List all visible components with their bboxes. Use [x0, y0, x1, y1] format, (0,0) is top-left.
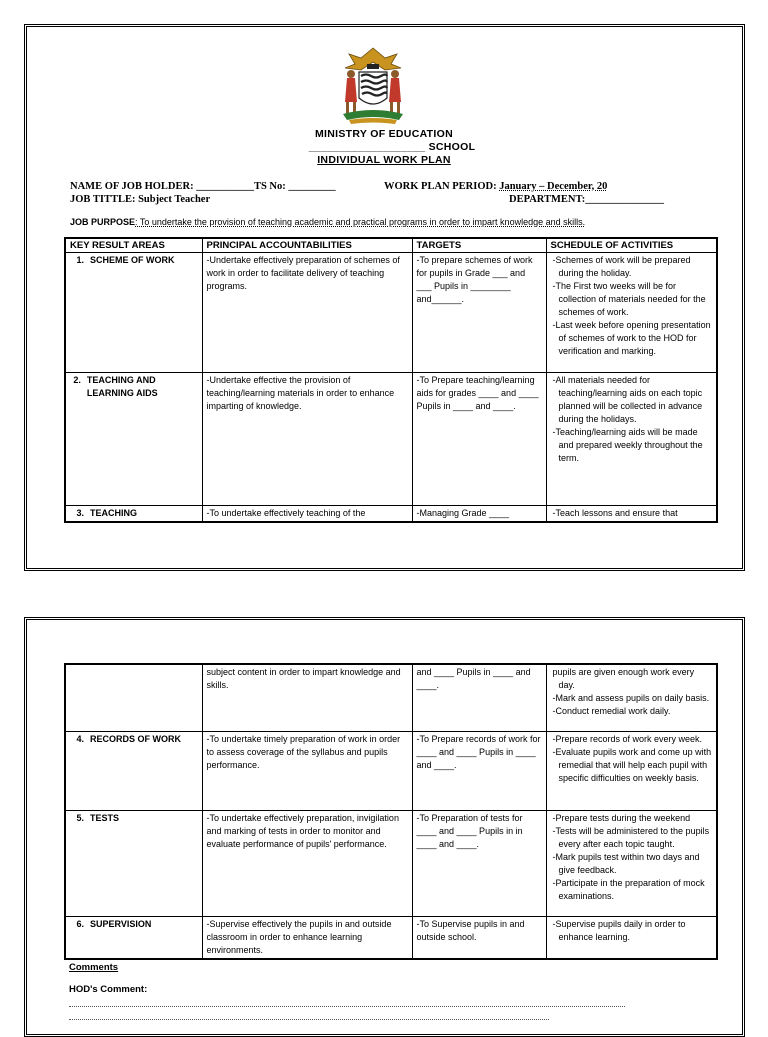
target-cell: -To Prepare teaching/learning aids for grades ____ and ____ Pupils in ____ and ____.: [412, 373, 546, 506]
activity-item: -Participate in the preparation of mock examinations.: [552, 877, 705, 901]
table-row: [65, 664, 717, 731]
table-row: [65, 731, 717, 810]
department-line: DEPARTMENT:_______________: [509, 194, 664, 205]
work-plan-table-continued: [64, 663, 718, 960]
key-result-area: [65, 664, 202, 731]
target-cell: -To Prepare records of work for ____ and ____ Pupils in ____ and ____.: [412, 731, 546, 810]
job-title-line: JOB TITTLE: Subject Teacher: [70, 194, 211, 205]
accountability-cell: -Undertake effectively preparation of schemes of work in order to facilitate delivery of teaching programs.: [202, 253, 412, 373]
target-cell: -To Supervise pupils in and outside school.: [412, 916, 546, 959]
activity-item: -Teach lessons and ensure that: [552, 508, 678, 518]
activity-item: -The First two weeks will be for collection of materials needed for the schemes of work.: [552, 281, 706, 317]
key-result-area: [65, 506, 202, 523]
activities-cell: [546, 664, 717, 731]
accountability-cell: -Supervise effectively the pupils in and outside classroom in order to enhance learning environments.: [202, 916, 412, 959]
job-purpose: [70, 217, 585, 227]
accountability-cell: -To undertake timely preparation of work in order to assess coverage of the syllabus and pupils performance.: [202, 731, 412, 810]
school-line: ___________________ SCHOOL: [308, 141, 476, 153]
table-row: [65, 253, 717, 373]
table-row: [65, 916, 717, 959]
activity-item: -Supervise pupils daily in order to enhance learning.: [552, 918, 686, 942]
area-label: SCHEME OF WORK: [90, 255, 175, 265]
activities-cell: [546, 253, 717, 373]
activities-cell: [546, 916, 717, 959]
coat-of-arms-icon: [333, 44, 413, 126]
activity-item: -Tests will be administered to the pupils every after each topic taught.: [552, 825, 710, 849]
period-value: January – December, 20: [499, 181, 608, 192]
area-label: SUPERVISION: [90, 918, 152, 929]
key-result-area: [65, 253, 202, 373]
header-targets: TARGETS: [412, 238, 546, 253]
header-schedule-of-activities: SCHEDULE OF ACTIVITIES: [546, 238, 717, 253]
row-number: 3.: [76, 508, 84, 518]
accountability-cell: -To undertake effectively preparation, invigilation and marking of tests in order to monitor and evaluate performance of pupils' performance.: [202, 810, 412, 916]
row-number: 5.: [76, 812, 84, 823]
ministry-title: MINISTRY OF EDUCATION: [315, 128, 453, 140]
accountability-cell: -To undertake effectively teaching of the: [202, 506, 412, 523]
work-plan-period: [384, 181, 607, 192]
key-result-area: [65, 731, 202, 810]
area-label: TEACHING AND LEARNING AIDS: [86, 375, 158, 398]
table-header-row: [65, 238, 717, 253]
row-number: 4.: [76, 733, 84, 744]
activity-item: -All materials needed for teaching/learning aids on each topic planned will be collected in advance during the holidays.: [552, 375, 703, 424]
accountability-cell: -Undertake effective the provision of teaching/learning materials in order to enhance imparting of knowledge.: [202, 373, 412, 506]
activities-cell: [546, 373, 717, 506]
hod-comment-label: HOD's Comment:: [69, 984, 148, 995]
activity-item: -Schemes of work will be prepared during the holiday.: [552, 255, 691, 278]
comment-line: [69, 1006, 625, 1007]
key-result-area: [65, 916, 202, 959]
table-row: [65, 506, 717, 523]
table-row: [65, 373, 717, 506]
activities-cell: [546, 506, 717, 523]
activity-item: -Evaluate pupils work and come up with remedial that will help each pupil with specific difficulties on weekly basis.: [552, 746, 712, 783]
plan-title: INDIVIDUAL WORK PLAN: [317, 154, 451, 166]
row-number: 2.: [73, 375, 81, 385]
area-label: TEACHING: [90, 508, 137, 518]
target-cell: -Managing Grade ____: [412, 506, 546, 523]
activity-item: -Teaching/learning aids will be made and prepared weekly throughout the term.: [552, 427, 703, 463]
activity-item: pupils are given enough work every day.: [552, 667, 695, 690]
header-key-result-areas: KEY RESULT AREAS: [65, 238, 202, 253]
activity-item: -Last week before opening presentation of schemes of work to the HOD for verification and marking.: [552, 320, 711, 356]
activity-item: -Mark pupils test within two days and give feedback.: [552, 851, 700, 875]
area-label: TESTS: [90, 812, 120, 823]
key-result-area: [65, 810, 202, 916]
row-number: 1.: [76, 255, 84, 265]
header-principal-accountabilities: PRINCIPAL ACCOUNTABILITIES: [202, 238, 412, 253]
job-purpose-text: : To undertake the provision of teaching academic and practical programs in order to impart knowledge and skills.: [135, 217, 586, 227]
activity-item: -Mark and assess pupils on daily basis.: [552, 693, 710, 703]
accountability-cell: subject content in order to impart knowledge and skills.: [202, 664, 412, 731]
activities-cell: [546, 810, 717, 916]
target-cell: -To prepare schemes of work for pupils in Grade ___ and ___ Pupils in ________ and______.: [412, 253, 546, 373]
row-number: 6.: [76, 918, 84, 929]
activity-item: -Conduct remedial work daily.: [552, 706, 671, 716]
comment-line: [69, 1019, 549, 1020]
area-label: RECORDS OF WORK: [90, 733, 181, 744]
activities-cell: [546, 731, 717, 810]
target-cell: and ____ Pupils in ____ and ____.: [412, 664, 546, 731]
work-plan-table: [64, 237, 718, 523]
target-cell: -To Preparation of tests for ____ and ____ Pupils in in ____ and ____.: [412, 810, 546, 916]
table-row: [65, 810, 717, 916]
job-purpose-label: JOB PURPOSE: [70, 217, 136, 227]
activity-item: -Prepare records of work every week.: [552, 733, 703, 744]
activity-item: -Prepare tests during the weekend: [552, 812, 691, 823]
key-result-area: [65, 373, 202, 506]
period-label: WORK PLAN PERIOD:: [384, 181, 497, 192]
comments-heading: Comments: [69, 962, 119, 973]
job-holder-line: NAME OF JOB HOLDER: ___________TS No: _________: [70, 181, 336, 192]
